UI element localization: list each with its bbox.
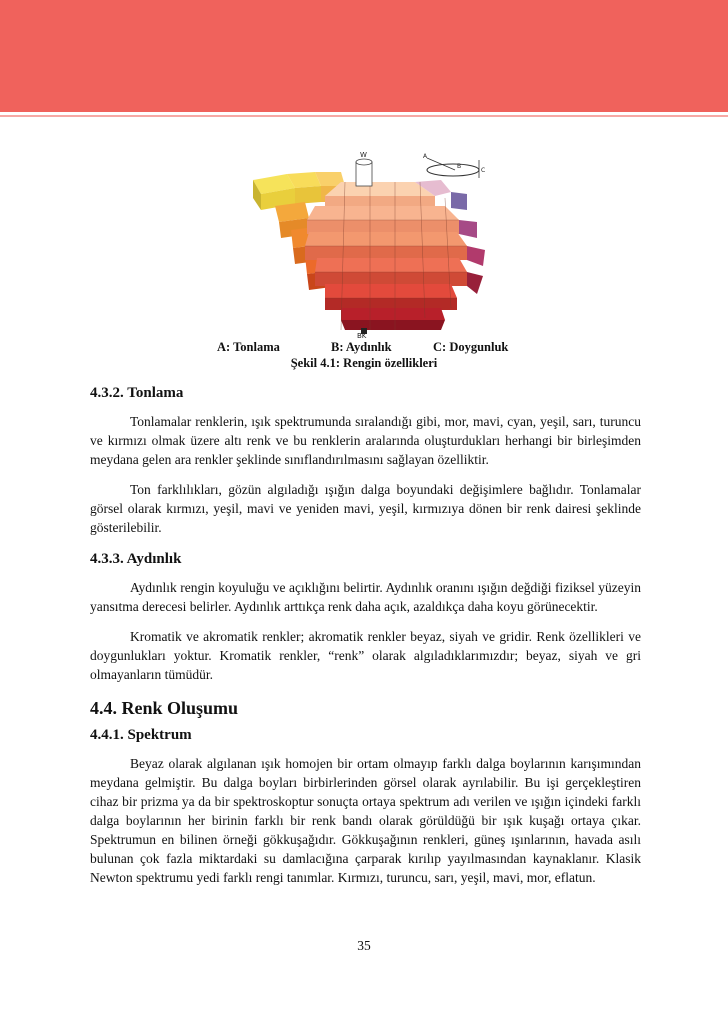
legend-saturation: C: Doygunluk — [433, 340, 509, 354]
legend-lightness: B: Aydınlık — [331, 340, 392, 354]
paragraph: Kromatik ve akromatik renkler; akromatik renkler beyaz, siyah ve gridir. Renk özellikleri ve doygunlukları yoktur. Kromatik renkler, “renk” olarak algıladıklarımızdır; beyaz, siyah ve gri olmayanların tümüdür. — [90, 629, 641, 682]
chapter-renk-olusumu — [90, 698, 641, 887]
paragraph: Tonlamalar renklerin, ışık spektrumunda sıralandığı gibi, mor, mavi, cyan, yeşil, sarı, turuncu ve kırmızı olmak üzere altı renk ve bu renklerin aralarında oluşturdukları herhangi bir birleşimden meydana gelen ara renkler şeklinde sınıflandırılmasını sağlayan özelliktir. — [90, 414, 641, 467]
section-tonlama — [90, 385, 641, 537]
color-solid-figure — [245, 148, 505, 338]
figure-label-bk: BK — [357, 332, 367, 338]
header-banner — [0, 0, 728, 112]
figure-caption: Şekil 4.1: Rengin özellikleri — [290, 356, 438, 370]
banner-shadow — [0, 115, 728, 117]
figure-label-w: W — [360, 151, 367, 159]
section-heading: 4.3.3. Aydınlık — [90, 551, 182, 567]
figure-label-b: B — [457, 163, 462, 170]
paragraph: Aydınlık rengin koyuluğu ve açıklığını belirtir. Aydınlık oranını ışığın değdiği fiziksel yüzeyin yansıtma derecesi belirler. Aydınlık arttıkça renk daha açık, azaldıkça daha koyu görünecektir. — [90, 580, 641, 614]
subsection-heading: 4.4.1. Spektrum — [90, 727, 192, 743]
section-heading: 4.3.2. Tonlama — [90, 385, 184, 401]
paragraph: Beyaz olarak algılanan ışık homojen bir ortam olmayıp farklı dalga boylarının karışımından meydana gelmiştir. Bu dalga boyları birbirlerinden görsel olarak ayrılabilir. Bu işi gerçekleştiren cihaz bir prizma ya da bir spektroskoptur sonuçta ortaya spektrum adı verilen ve ışığın içindeki farklı dalga boylarının her birinin farklı bir renk bandı olarak görüldüğü bir ışık kuşağı ortaya çıkar. Spektrumun en bilinen örneği gökkuşağıdır. Gökkuşağının renkleri, güneş ışınlarının, havada asılı bulunan çok fazla miktardaki su damlacığına çarparak kırılıp yayılmasından kaynaklanır. Klasik Newton spektrumu yedi farklı rengi tanımlar. Kırmızı, turuncu, sarı, yeşil, mavi, mor, eflatun. — [90, 756, 641, 885]
page-number: 35 — [357, 938, 371, 953]
page-body — [90, 385, 641, 898]
legend-hue: A: Tonlama — [217, 340, 280, 354]
section-aydinlik — [90, 551, 641, 684]
paragraph: Ton farklılıkları, gözün algıladığı ışığın dalga boyundaki değişimlere bağlıdır. Tonlamalar görsel olarak kırmızı, yeşil, mavi ve yeniden mavi, yeşil, kırmızıya dönen bir renk dairesi şeklinde gösterilebilir. — [90, 482, 641, 535]
figure-label-a: A — [423, 153, 428, 160]
chapter-heading: 4.4. Renk Oluşumu — [90, 698, 239, 718]
figure-label-c: C — [481, 167, 486, 174]
